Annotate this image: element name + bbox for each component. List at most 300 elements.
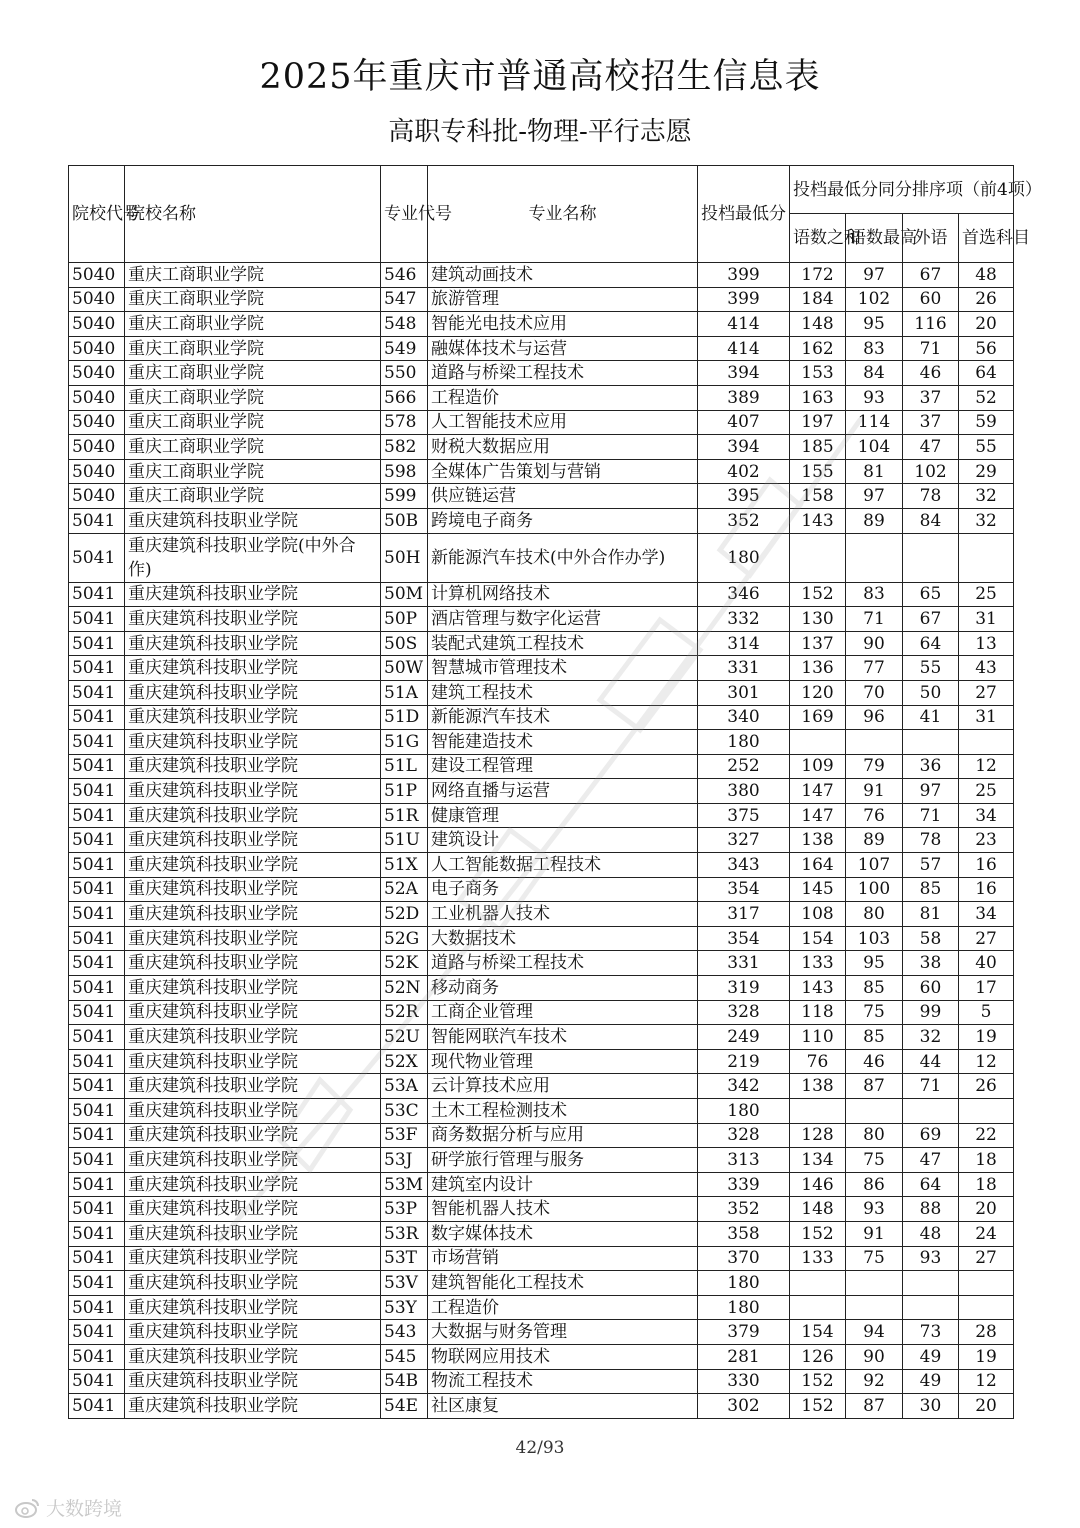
cell-first-subject: 55 [959,435,1014,460]
cell-major-name: 人工智能技术应用 [428,410,698,435]
cell-major-name: 财税大数据应用 [428,435,698,460]
cell-min-score: 252 [698,754,790,779]
cell-school-name: 重庆建筑科技职业学院 [125,828,381,853]
cell-yushu-sum: 153 [790,361,846,386]
cell-min-score: 375 [698,803,790,828]
cell-foreign-lang: 60 [903,976,959,1001]
cell-yushu-sum: 154 [790,1320,846,1345]
brand-watermark [14,1494,122,1521]
cell-major-code: 566 [381,385,428,410]
cell-yushu-max: 83 [846,336,903,361]
cell-min-score: 319 [698,976,790,1001]
cell-first-subject: 23 [959,828,1014,853]
header-major-code: 专业代号 [381,166,428,263]
cell-yushu-sum: 152 [790,582,846,607]
cell-yushu-sum: 163 [790,385,846,410]
table-row [69,828,1014,853]
cell-major-name: 建筑设计 [428,828,698,853]
cell-min-score: 380 [698,779,790,804]
cell-first-subject: 17 [959,976,1014,1001]
table-row [69,631,1014,656]
cell-first-subject: 40 [959,951,1014,976]
table-row [69,1148,1014,1173]
cell-yushu-max: 90 [846,1344,903,1369]
table-body [69,263,1014,1419]
cell-yushu-max: 95 [846,951,903,976]
cell-major-name: 数字媒体技术 [428,1221,698,1246]
cell-major-name: 建筑智能化工程技术 [428,1271,698,1296]
cell-foreign-lang: 49 [903,1369,959,1394]
cell-school-name: 重庆建筑科技职业学院 [125,1369,381,1394]
cell-yushu-max: 104 [846,435,903,460]
header-sub-col: 外语 [903,214,959,263]
cell-yushu-max: 95 [846,312,903,337]
cell-first-subject: 26 [959,1074,1014,1099]
cell-foreign-lang: 60 [903,287,959,312]
cell-foreign-lang: 73 [903,1320,959,1345]
cell-school-code: 5040 [69,435,125,460]
table-row [69,926,1014,951]
cell-first-subject [959,730,1014,755]
cell-school-name: 重庆建筑科技职业学院 [125,1049,381,1074]
cell-school-code: 5041 [69,877,125,902]
cell-yushu-max: 80 [846,1123,903,1148]
cell-foreign-lang: 64 [903,1172,959,1197]
table-row [69,1000,1014,1025]
cell-school-name: 重庆建筑科技职业学院 [125,656,381,681]
cell-major-name: 道路与桥梁工程技术 [428,951,698,976]
cell-school-name: 重庆建筑科技职业学院 [125,779,381,804]
cell-yushu-sum: 155 [790,459,846,484]
table-row [69,1172,1014,1197]
cell-yushu-max: 79 [846,754,903,779]
cell-school-code: 5041 [69,1246,125,1271]
cell-first-subject: 16 [959,877,1014,902]
cell-foreign-lang: 47 [903,1148,959,1173]
cell-school-code: 5041 [69,705,125,730]
cell-major-code: 51G [381,730,428,755]
cell-first-subject: 48 [959,263,1014,288]
cell-foreign-lang: 71 [903,336,959,361]
cell-yushu-sum: 152 [790,1369,846,1394]
cell-yushu-max: 97 [846,263,903,288]
cell-yushu-max: 102 [846,287,903,312]
cell-major-name: 全媒体广告策划与营销 [428,459,698,484]
table-row [69,1123,1014,1148]
cell-foreign-lang: 48 [903,1221,959,1246]
cell-school-name: 重庆建筑科技职业学院 [125,1394,381,1419]
cell-yushu-max [846,1295,903,1320]
header-sub-col: 语数之和 [790,214,846,263]
cell-yushu-max: 87 [846,1394,903,1419]
cell-major-code: 550 [381,361,428,386]
cell-school-name: 重庆建筑科技职业学院 [125,1148,381,1173]
cell-yushu-max: 75 [846,1148,903,1173]
cell-foreign-lang: 55 [903,656,959,681]
cell-foreign-lang: 69 [903,1123,959,1148]
cell-school-name: 重庆工商职业学院 [125,336,381,361]
cell-school-code: 5041 [69,803,125,828]
cell-school-code: 5041 [69,631,125,656]
cell-foreign-lang: 81 [903,902,959,927]
cell-major-code: 53V [381,1271,428,1296]
cell-major-name: 供应链运营 [428,484,698,509]
cell-yushu-sum: 185 [790,435,846,460]
cell-school-name: 重庆建筑科技职业学院 [125,1344,381,1369]
cell-yushu-sum: 148 [790,1197,846,1222]
cell-foreign-lang: 30 [903,1394,959,1419]
cell-foreign-lang: 67 [903,263,959,288]
cell-yushu-max: 114 [846,410,903,435]
cell-foreign-lang: 57 [903,853,959,878]
cell-foreign-lang: 38 [903,951,959,976]
cell-school-code: 5041 [69,1049,125,1074]
cell-major-code: 50B [381,508,428,533]
cell-school-code: 5041 [69,680,125,705]
cell-yushu-max [846,1099,903,1124]
cell-foreign-lang [903,1099,959,1124]
cell-school-code: 5041 [69,656,125,681]
cell-yushu-sum: 146 [790,1172,846,1197]
cell-school-code: 5041 [69,582,125,607]
cell-min-score: 399 [698,263,790,288]
cell-school-name: 重庆建筑科技职业学院 [125,705,381,730]
cell-first-subject: 16 [959,853,1014,878]
header-major-name: 专业名称 [428,166,698,263]
cell-school-name: 重庆建筑科技职业学院 [125,1320,381,1345]
table-row [69,435,1014,460]
cell-min-score: 180 [698,1099,790,1124]
cell-school-code: 5041 [69,1344,125,1369]
table-row [69,1369,1014,1394]
cell-yushu-max: 75 [846,1246,903,1271]
cell-yushu-max: 85 [846,976,903,1001]
cell-major-name: 建设工程管理 [428,754,698,779]
cell-first-subject: 20 [959,1197,1014,1222]
cell-min-score: 331 [698,951,790,976]
cell-min-score: 352 [698,1197,790,1222]
table-row [69,410,1014,435]
cell-first-subject: 25 [959,779,1014,804]
cell-major-name: 工商企业管理 [428,1000,698,1025]
cell-first-subject: 12 [959,1369,1014,1394]
cell-major-code: 50W [381,656,428,681]
document-title: 2025年重庆市普通高校招生信息表 [259,57,821,97]
cell-school-code: 5041 [69,730,125,755]
table-row [69,656,1014,681]
cell-school-name: 重庆建筑科技职业学院 [125,1221,381,1246]
table-row [69,263,1014,288]
cell-min-score: 395 [698,484,790,509]
cell-foreign-lang: 78 [903,484,959,509]
header-sub-col: 语数最高 [846,214,903,263]
cell-yushu-max: 46 [846,1049,903,1074]
cell-school-name: 重庆建筑科技职业学院 [125,680,381,705]
cell-first-subject: 19 [959,1344,1014,1369]
cell-foreign-lang: 32 [903,1025,959,1050]
cell-foreign-lang: 64 [903,631,959,656]
cell-school-name: 重庆建筑科技职业学院 [125,631,381,656]
cell-major-code: 53P [381,1197,428,1222]
cell-major-code: 52A [381,877,428,902]
cell-min-score: 328 [698,1000,790,1025]
table-row [69,508,1014,533]
cell-yushu-max: 76 [846,803,903,828]
cell-min-score: 331 [698,656,790,681]
cell-yushu-max: 83 [846,582,903,607]
cell-foreign-lang: 78 [903,828,959,853]
cell-major-code: 52U [381,1025,428,1050]
cell-first-subject: 27 [959,1246,1014,1271]
cell-major-name: 智能网联汽车技术 [428,1025,698,1050]
cell-min-score: 330 [698,1369,790,1394]
cell-first-subject: 31 [959,705,1014,730]
cell-school-code: 5041 [69,533,125,582]
cell-first-subject: 18 [959,1148,1014,1173]
table-row [69,1025,1014,1050]
cell-school-code: 5041 [69,1394,125,1419]
cell-school-name: 重庆工商职业学院 [125,287,381,312]
cell-major-name: 市场营销 [428,1246,698,1271]
cell-school-code: 5041 [69,1320,125,1345]
cell-major-name: 新能源汽车技术 [428,705,698,730]
cell-major-name: 智能建造技术 [428,730,698,755]
table-row [69,1246,1014,1271]
cell-major-name: 工程造价 [428,1295,698,1320]
cell-school-name: 重庆建筑科技职业学院 [125,1025,381,1050]
cell-min-score: 414 [698,336,790,361]
cell-min-score: 332 [698,607,790,632]
cell-school-code: 5041 [69,1025,125,1050]
cell-school-name: 重庆建筑科技职业学院 [125,902,381,927]
table-row [69,361,1014,386]
cell-yushu-sum: 137 [790,631,846,656]
cell-yushu-max: 75 [846,1000,903,1025]
cell-min-score: 402 [698,459,790,484]
cell-yushu-max: 84 [846,361,903,386]
cell-major-code: 50H [381,533,428,582]
cell-min-score: 327 [698,828,790,853]
cell-major-name: 研学旅行管理与服务 [428,1148,698,1173]
cell-yushu-sum: 118 [790,1000,846,1025]
cell-yushu-max: 71 [846,607,903,632]
cell-yushu-sum: 108 [790,902,846,927]
cell-min-score: 180 [698,1271,790,1296]
cell-major-code: 545 [381,1344,428,1369]
cell-min-score: 328 [698,1123,790,1148]
cell-school-name: 重庆工商职业学院 [125,435,381,460]
cell-school-code: 5041 [69,1172,125,1197]
cell-yushu-max: 96 [846,705,903,730]
cell-major-name: 智能光电技术应用 [428,312,698,337]
cell-major-code: 53M [381,1172,428,1197]
cell-min-score: 407 [698,410,790,435]
document-subtitle: 高职专科批-物理-平行志愿 [388,117,692,147]
cell-school-name: 重庆建筑科技职业学院 [125,803,381,828]
cell-first-subject [959,533,1014,582]
cell-school-code: 5041 [69,754,125,779]
cell-school-code: 5041 [69,1271,125,1296]
header-tiebreak-group: 投档最低分同分排序项（前4项） [790,166,1014,214]
header-min-score: 投档最低分 [698,166,790,263]
cell-major-name: 跨境电子商务 [428,508,698,533]
cell-major-code: 51L [381,754,428,779]
cell-yushu-max: 94 [846,1320,903,1345]
cell-foreign-lang [903,730,959,755]
table-row [69,1049,1014,1074]
cell-min-score: 394 [698,361,790,386]
cell-foreign-lang [903,533,959,582]
cell-foreign-lang: 44 [903,1049,959,1074]
cell-yushu-max: 89 [846,828,903,853]
cell-school-name: 重庆工商职业学院 [125,263,381,288]
cell-school-code: 5040 [69,484,125,509]
cell-foreign-lang: 84 [903,508,959,533]
cell-min-score: 354 [698,926,790,951]
cell-major-code: 547 [381,287,428,312]
cell-school-name: 重庆建筑科技职业学院 [125,1271,381,1296]
cell-yushu-max: 107 [846,853,903,878]
cell-yushu-sum: 120 [790,680,846,705]
cell-major-name: 智慧城市管理技术 [428,656,698,681]
cell-major-code: 53A [381,1074,428,1099]
cell-foreign-lang [903,1295,959,1320]
table-row [69,1271,1014,1296]
cell-school-code: 5041 [69,1197,125,1222]
admission-table [68,165,1042,1419]
cell-first-subject [959,1295,1014,1320]
table-row [69,730,1014,755]
cell-major-code: 50P [381,607,428,632]
cell-min-score: 301 [698,680,790,705]
cell-min-score: 317 [698,902,790,927]
cell-major-code: 51P [381,779,428,804]
cell-foreign-lang: 99 [903,1000,959,1025]
cell-first-subject: 20 [959,312,1014,337]
cell-major-code: 54E [381,1394,428,1419]
cell-foreign-lang: 58 [903,926,959,951]
cell-major-name: 网络直播与运营 [428,779,698,804]
cell-min-score: 354 [698,877,790,902]
table-row [69,754,1014,779]
cell-major-code: 50S [381,631,428,656]
cell-major-name: 道路与桥梁工程技术 [428,361,698,386]
cell-yushu-sum: 148 [790,312,846,337]
cell-yushu-sum [790,1099,846,1124]
cell-yushu-sum: 110 [790,1025,846,1050]
cell-yushu-max: 80 [846,902,903,927]
table-row [69,1320,1014,1345]
cell-min-score: 180 [698,533,790,582]
cell-foreign-lang: 93 [903,1246,959,1271]
cell-school-code: 5041 [69,926,125,951]
cell-yushu-max: 89 [846,508,903,533]
cell-first-subject: 28 [959,1320,1014,1345]
cell-min-score: 313 [698,1148,790,1173]
cell-foreign-lang: 85 [903,877,959,902]
cell-first-subject: 64 [959,361,1014,386]
cell-major-code: 53F [381,1123,428,1148]
table-row [69,1074,1014,1099]
cell-school-code: 5041 [69,1099,125,1124]
cell-yushu-max: 85 [846,1025,903,1050]
cell-yushu-sum: 184 [790,287,846,312]
cell-min-score: 346 [698,582,790,607]
cell-yushu-max [846,730,903,755]
cell-yushu-sum: 169 [790,705,846,730]
cell-major-name: 人工智能数据工程技术 [428,853,698,878]
cell-first-subject: 56 [959,336,1014,361]
table-row [69,312,1014,337]
cell-yushu-sum: 133 [790,951,846,976]
cell-major-name: 建筑工程技术 [428,680,698,705]
cell-yushu-sum: 126 [790,1344,846,1369]
cell-yushu-sum [790,533,846,582]
cell-school-code: 5041 [69,1369,125,1394]
cell-first-subject [959,1271,1014,1296]
cell-first-subject: 19 [959,1025,1014,1050]
cell-major-name: 新能源汽车技术(中外合作办学) [428,533,698,582]
cell-min-score: 249 [698,1025,790,1050]
cell-first-subject: 12 [959,1049,1014,1074]
cell-yushu-sum: 136 [790,656,846,681]
header-school-code: 院校代号 [69,166,125,263]
cell-school-code: 5040 [69,312,125,337]
cell-school-code: 5041 [69,1221,125,1246]
cell-school-name: 重庆工商职业学院 [125,312,381,337]
cell-school-code: 5040 [69,287,125,312]
cell-first-subject: 13 [959,631,1014,656]
table-row [69,582,1014,607]
cell-yushu-sum: 109 [790,754,846,779]
cell-first-subject: 27 [959,926,1014,951]
cell-yushu-max: 91 [846,1221,903,1246]
cell-yushu-sum: 138 [790,828,846,853]
table-row [69,680,1014,705]
cell-school-code: 5040 [69,361,125,386]
cell-yushu-sum: 162 [790,336,846,361]
cell-foreign-lang: 50 [903,680,959,705]
cell-major-code: 51U [381,828,428,853]
table-row [69,853,1014,878]
table-row [69,902,1014,927]
table-row [69,1344,1014,1369]
cell-first-subject: 32 [959,508,1014,533]
cell-min-score: 180 [698,1295,790,1320]
cell-yushu-sum: 172 [790,263,846,288]
page-number: 42/93 [515,1438,565,1458]
cell-yushu-sum: 145 [790,877,846,902]
table-row [69,1394,1014,1419]
cell-min-score: 370 [698,1246,790,1271]
cell-yushu-sum: 147 [790,803,846,828]
cell-major-name: 大数据与财务管理 [428,1320,698,1345]
cell-major-code: 582 [381,435,428,460]
cell-foreign-lang: 116 [903,312,959,337]
cell-major-name: 现代物业管理 [428,1049,698,1074]
cell-yushu-sum: 158 [790,484,846,509]
cell-major-code: 51R [381,803,428,828]
cell-school-code: 5040 [69,263,125,288]
cell-yushu-max: 93 [846,1197,903,1222]
cell-school-name: 重庆建筑科技职业学院 [125,730,381,755]
cell-foreign-lang: 37 [903,385,959,410]
cell-major-code: 52G [381,926,428,951]
cell-major-code: 51A [381,680,428,705]
cell-min-score: 379 [698,1320,790,1345]
cell-school-code: 5041 [69,1123,125,1148]
cell-first-subject: 34 [959,803,1014,828]
